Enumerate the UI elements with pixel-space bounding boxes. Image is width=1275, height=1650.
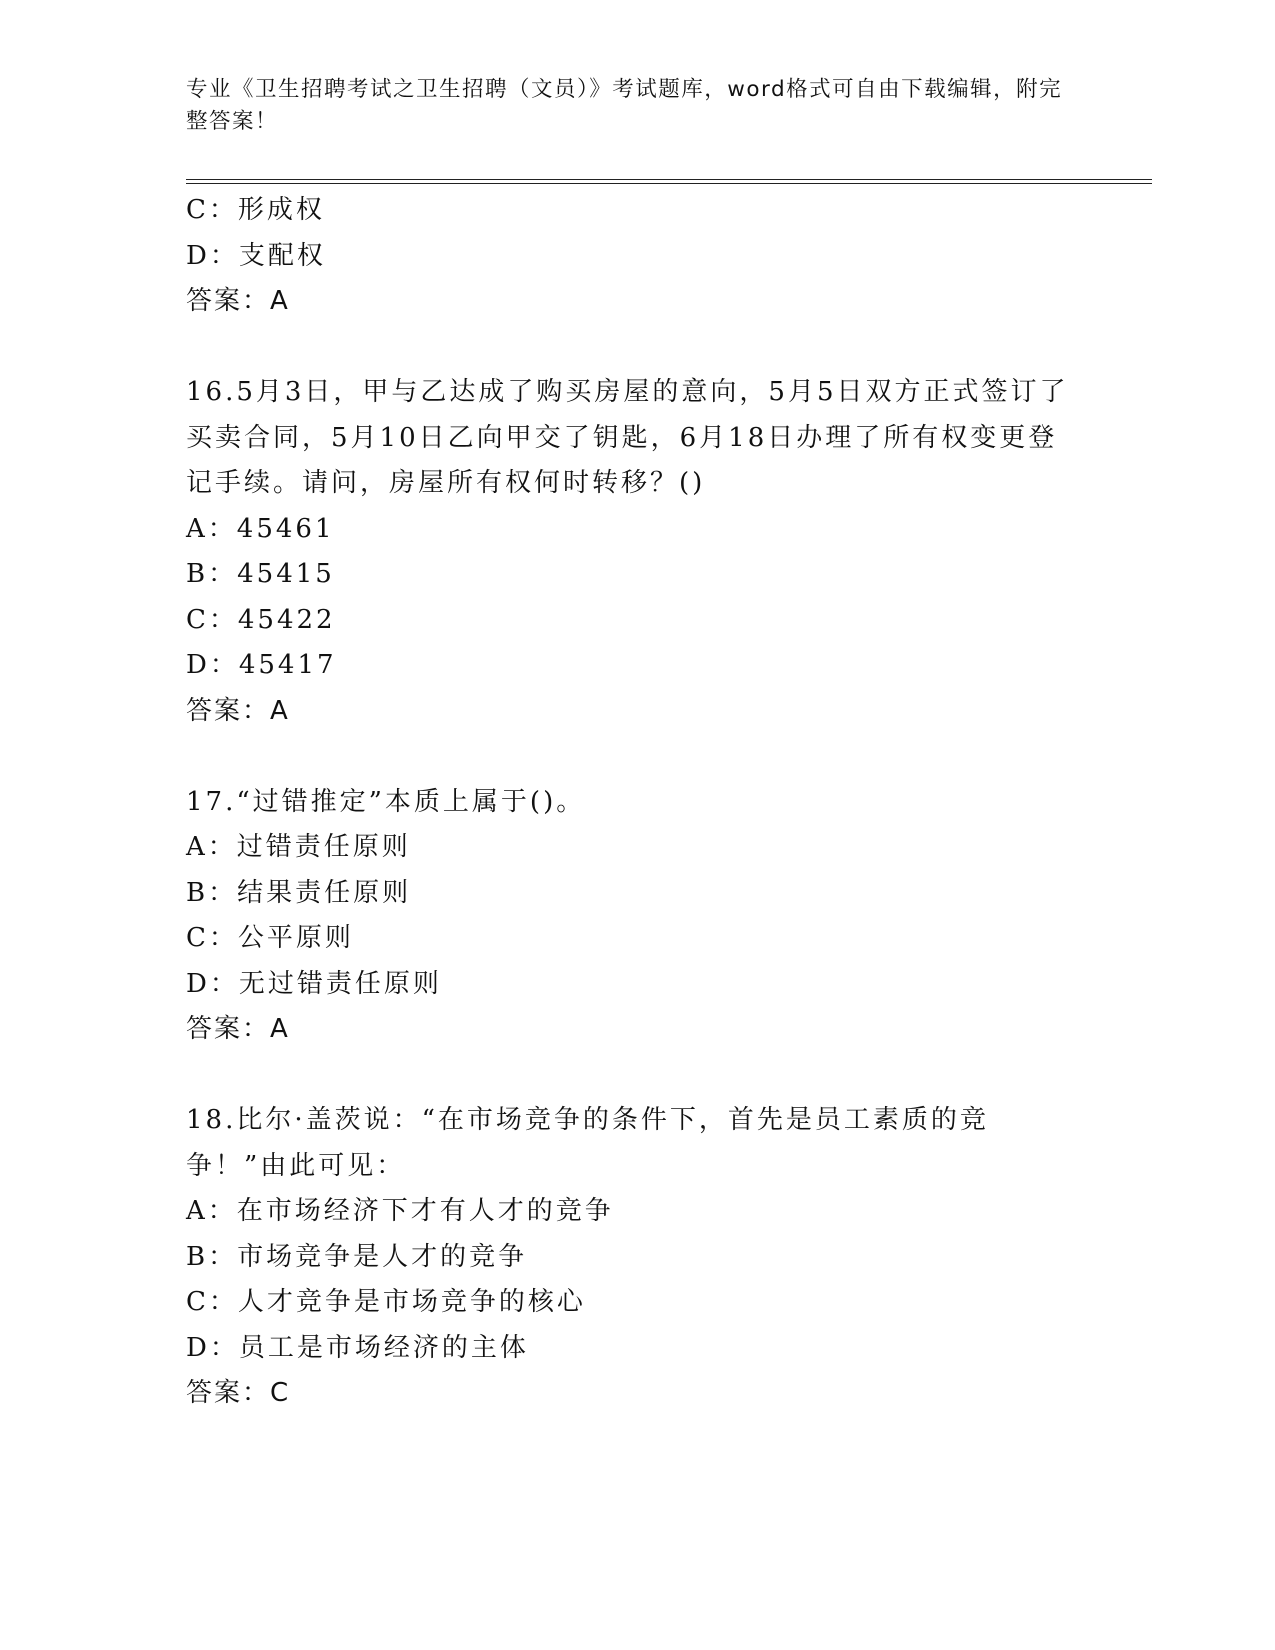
question-stem: 16.5月3日，甲与乙达成了购买房屋的意向，5月5日双方正式签订了买卖合同，5月10日乙向甲交了钥匙，6月18日办理了所有权变更登记手续。请问，房屋所有权何时转移？() [186, 377, 1069, 498]
answer-line: 答案：A [186, 1014, 290, 1044]
question-spacer [186, 734, 1086, 780]
option-b: B：45415 [186, 559, 335, 589]
question-stem: 17.“过错推定”本质上属于()。 [186, 786, 586, 817]
answer-line: 答案：A [186, 286, 290, 316]
option-d: D：45417 [186, 650, 337, 680]
question-18 [186, 1098, 1086, 1417]
option-b: B：市场竞争是人才的竞争 [186, 1241, 528, 1272]
document-header: 专业《卫生招聘考试之卫生招聘（文员）》考试题库，word格式可自由下载编辑，附完整答案！ [186, 77, 1063, 134]
option-a: A：45461 [186, 513, 335, 544]
previous-question-fragment [186, 188, 1086, 325]
question-16 [186, 370, 1086, 734]
option-c: C：公平原则 [186, 923, 354, 953]
header-divider-bottom [186, 183, 1152, 184]
option-b: B：结果责任原则 [186, 877, 412, 908]
question-spacer [186, 325, 1086, 371]
answer-line: 答案：A [186, 695, 290, 726]
answer-line: 答案：C [186, 1378, 291, 1408]
option-c: C：形成权 [186, 195, 325, 225]
question-spacer [186, 1053, 1086, 1099]
option-a: A：在市场经济下才有人才的竞争 [186, 1196, 614, 1226]
option-d: D：员工是市场经济的主体 [186, 1332, 529, 1363]
header-divider-top [186, 179, 1152, 180]
option-d: D：支配权 [186, 240, 326, 271]
question-list [186, 188, 1086, 1417]
option-a: A：过错责任原则 [186, 832, 411, 862]
option-c: C：45422 [186, 604, 336, 635]
question-stem: 18.比尔·盖茨说：“在市场竞争的条件下，首先是员工素质的竞争！”由此可见： [186, 1105, 989, 1181]
question-17 [186, 780, 1086, 1053]
option-d: D：无过错责任原则 [186, 968, 442, 999]
option-c: C：人才竞争是市场竞争的核心 [186, 1287, 586, 1317]
